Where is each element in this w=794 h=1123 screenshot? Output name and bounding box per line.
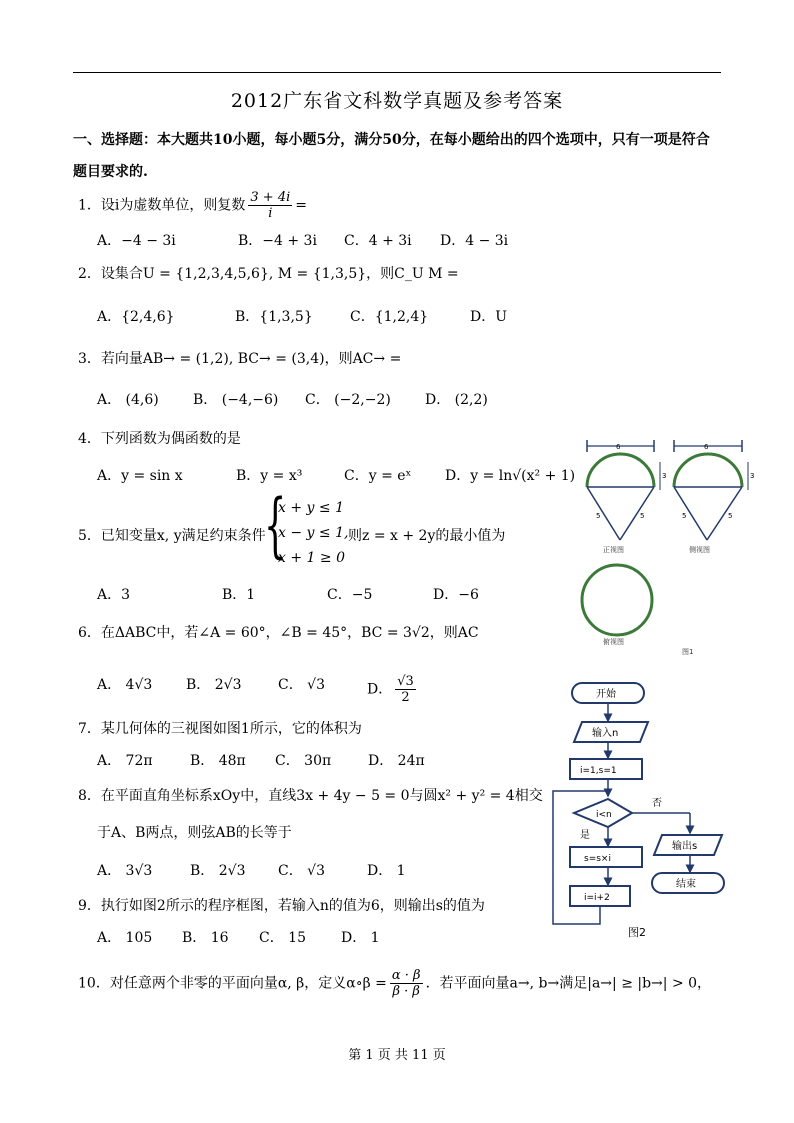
q8-option-d: D． 1 (367, 863, 406, 879)
yes-label: 是 (580, 830, 590, 841)
front-slant-left: 5 (596, 512, 601, 520)
input-label: 输入n (592, 728, 619, 739)
q9-option-b: B． 16 (182, 930, 229, 946)
side-slant-right: 5 (728, 512, 733, 520)
section-heading: 一、选择题：本大题共10小题，每小题5分，满分50分，在每小题给出的四个选项中，只有一项是符合题目要求的. (73, 132, 710, 180)
q2-option-c: C．{1,2,4} (350, 309, 429, 325)
q9-option-d: D． 1 (341, 930, 380, 946)
q6-d-num: √3 (397, 674, 414, 689)
q6-option-b: B． 2√3 (186, 677, 242, 693)
top-view (582, 565, 652, 646)
q1-option-d: D．4 − 3i (440, 233, 509, 249)
init-label: i=1,s=1 (580, 766, 617, 776)
front-view (587, 440, 666, 554)
q5-constraint-3: x + 1 ≥ 0 (278, 550, 345, 566)
q6-option-a: A． 4√3 (97, 677, 153, 693)
q1-option-a: A．−4 − 3i (97, 233, 176, 249)
q10-fraction (390, 968, 423, 999)
figure-1-label: 图1 (682, 648, 694, 656)
output-label: 输出s (672, 841, 698, 852)
condition-label: i<n (596, 810, 612, 820)
front-height-label: 3 (662, 472, 667, 480)
q1-den: i (268, 206, 273, 221)
q4-option-a: A．y = sin x (97, 468, 183, 484)
question-10 (78, 968, 711, 999)
q10-num: α · β (391, 968, 421, 983)
q3-option-c: C． (−2,−2) (305, 392, 391, 408)
q6-option-c: C． √3 (278, 677, 325, 693)
question-7: 7．某几何体的三视图如图1所示，它的体积为 (78, 721, 362, 737)
side-slant-left: 5 (682, 512, 687, 520)
q2-option-d: D．U (470, 309, 508, 325)
side-view-label: 侧视图 (689, 546, 710, 554)
q7-option-a: A． 72π (97, 753, 153, 769)
question-3: 3．若向量AB→ = (1,2), BC→ = (3,4)，则AC→ = (78, 351, 402, 367)
figure-2-label: 图2 (628, 926, 646, 939)
q1-option-b: B．−4 + 3i (238, 233, 317, 249)
q1-option-c: C．4 + 3i (344, 233, 412, 249)
q6-option-d-label: D． (367, 681, 393, 698)
q7-option-b: B． 48π (190, 753, 246, 769)
q4-option-b: B．y = x³ (236, 468, 303, 484)
q5-option-b: B．1 (222, 587, 256, 603)
q7-option-c: C． 30π (275, 753, 332, 769)
q5-constraint-1: x + y ≤ 1 (278, 500, 344, 516)
front-view-label: 正视图 (603, 546, 624, 554)
q8-option-a: A． 3√3 (97, 863, 153, 879)
q5-brace: { (264, 484, 287, 566)
side-height-label: 3 (750, 472, 755, 480)
header-rule (73, 72, 721, 73)
q4-option-d: D．y = ln√(x² + 1) (445, 468, 576, 484)
multiply-label: s=s×i (584, 854, 611, 864)
q9-option-c: C． 15 (259, 930, 306, 946)
q5-option-a: A．3 (97, 587, 131, 603)
page-footer: 第 1 页 共 11 页 (348, 1048, 446, 1063)
q5-prefix: 5．已知变量x, y满足约束条件 (78, 528, 266, 544)
front-slant-right: 5 (640, 512, 645, 520)
q1-tail: = (295, 197, 307, 214)
question-9: 9．执行如图2所示的程序框图，若输入n的值为6，则输出s的值为 (78, 898, 485, 914)
no-label: 否 (652, 798, 662, 809)
q2-option-a: A．{2,4,6} (97, 309, 175, 325)
q1-num: 3 + 4i (250, 190, 291, 205)
end-label: 结束 (676, 879, 696, 890)
question-8-line2: 于A、B两点，则弦AB的长等于 (97, 825, 292, 841)
q6-d-den: 2 (401, 690, 410, 705)
q2-option-b: B．{1,3,5} (235, 309, 313, 325)
q10-den: β · β (392, 984, 420, 999)
increment-label: i=i+2 (584, 893, 610, 903)
front-width-label: 6 (616, 443, 621, 451)
figure-2-flowchart (550, 678, 730, 943)
question-1 (78, 190, 307, 221)
q4-option-c: C．y = eˣ (344, 468, 412, 484)
q6-option-d-fraction (395, 674, 416, 705)
q9-option-a: A． 105 (97, 930, 153, 946)
q1-fraction (248, 190, 292, 221)
q1-stem: 1．设i为虚数单位，则复数 (78, 197, 246, 214)
start-label: 开始 (596, 689, 616, 700)
q5-tail: 则z = x + 2y的最小值为 (348, 528, 506, 544)
q7-option-d: D． 24π (368, 753, 425, 769)
figure-1-three-views (578, 436, 758, 661)
q8-option-c: C． √3 (278, 863, 325, 879)
q3-option-a: A． (4,6) (97, 392, 159, 408)
q3-option-d: D． (2,2) (425, 392, 488, 408)
q8-option-b: B． 2√3 (190, 863, 246, 879)
question-8-line1: 8．在平面直角坐标系xOy中，直线3x + 4y − 5 = 0与圆x² + y² = 4相交 (78, 788, 543, 804)
side-width-label: 6 (704, 443, 709, 451)
question-2: 2．设集合U = {1,2,3,4,5,6}, M = {1,3,5}，则C_U M = (78, 266, 459, 282)
q5-option-c: C．−5 (327, 587, 373, 603)
page-title: 2012广东省文科数学真题及参考答案 (230, 90, 564, 112)
q3-option-b: B． (−4,−6) (193, 392, 279, 408)
q10-stem: 10．对任意两个非零的平面向量α, β，定义α∘β = (78, 975, 387, 992)
question-6: 6．在ΔABC中，若∠A = 60°，∠B = 45°，BC = 3√2，则AC (78, 625, 479, 641)
q6-option-d (367, 674, 419, 705)
question-4: 4．下列函数为偶函数的是 (78, 431, 241, 447)
q5-constraint-2: x − y ≤ 1, (278, 525, 349, 541)
q10-tail: ．若平面向量a→, b→满足|a→| ≥ |b→| > 0， (425, 975, 712, 992)
q5-option-d: D．−6 (433, 587, 479, 603)
top-view-label: 俯视图 (603, 638, 624, 646)
side-view (674, 440, 754, 554)
